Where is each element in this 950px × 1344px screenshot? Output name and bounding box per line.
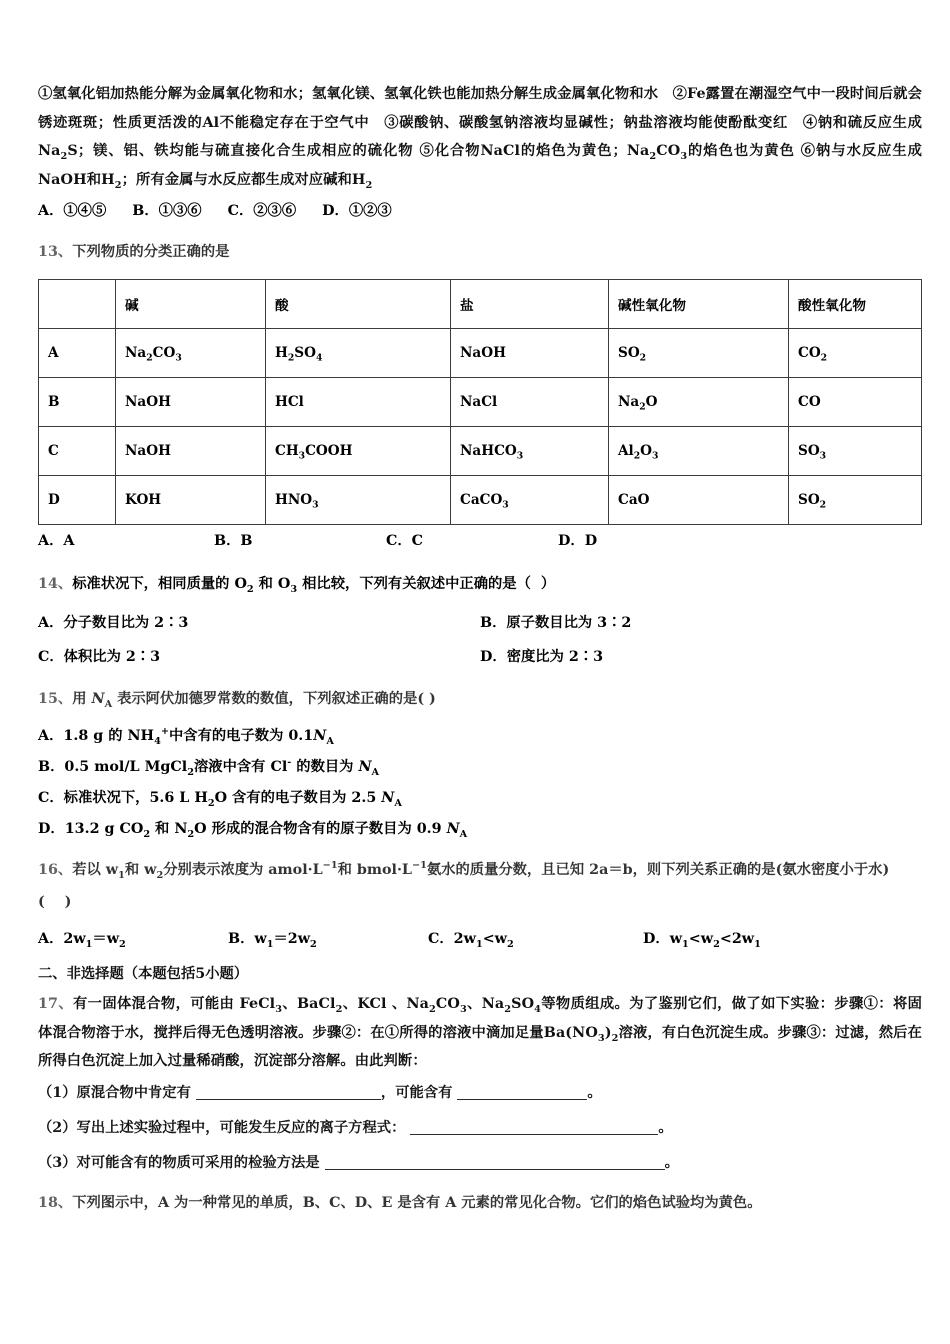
q17-blank-2-field[interactable] — [410, 1120, 658, 1135]
cell-c-base: NaOH — [116, 427, 266, 476]
cell-c-salt: NaHCO$_3$ — [451, 427, 609, 476]
q17-blank-3 — [38, 1146, 922, 1181]
cell-c-basic-oxide: $Al_2O_3$ — [609, 427, 789, 476]
table-header-basic-oxide: 碱性氧化物 — [609, 280, 789, 329]
cell-b-basic-oxide: $Na_2O$ — [609, 378, 789, 427]
q18-stem: 下列图示中，A 为一种常见的单质，B、C、D、E 是含有 A 元素的常见化合物。它们的焰色试验均为黄色。 — [72, 1194, 762, 1211]
table-header-base: 碱 — [116, 280, 266, 329]
cell-c-acidic-oxide: $SO_3$ — [789, 427, 922, 476]
q14-option-c[interactable]: C．体积比为 2∶3 — [38, 649, 161, 665]
table-row — [39, 476, 922, 525]
q16-option-c[interactable]: C．$2w_1<w_2$ — [428, 931, 514, 950]
q18-stem-line — [38, 1187, 922, 1219]
q12-option-d[interactable]: D．①②③ — [322, 203, 392, 219]
cell-d-base: KOH — [116, 476, 266, 525]
cell-c-acid: $CH_3COOH$ — [266, 427, 451, 476]
q17-number: 17、 — [38, 996, 74, 1012]
cell-a-acid: $H_2SO_4$ — [266, 329, 451, 378]
q15-number: 15、 — [38, 691, 73, 707]
q17-blank-3-end: 。 — [664, 1154, 679, 1171]
cell-d-basic-oxide: CaO — [609, 476, 789, 525]
cell-a-base: $Na_2CO_3$ — [116, 329, 266, 378]
section-2-title: 二、非选择题（本题包括5小题） — [38, 966, 249, 982]
q13-option-c[interactable]: C．C — [386, 533, 424, 549]
q17-stem-line: 17、有一固体混合物，可能由 FeCl$_3$、BaCl$_2$、KCl 、$Na_2CO_3$、$Na_2SO_4$等物质组成。为了鉴别它们，做了如下实验：步骤①：将固体混合物溶于水，搅拌后得无色透明溶液。步骤②：在①所得的溶液中滴加足量$Ba(NO_3)_2$溶液，有白色沉淀生成。步骤③：过滤，然后在所得白色沉淀上加入过量稀硝酸，沉淀部分溶解。由此判断： — [38, 996, 922, 1069]
q17-blank-1-field-1[interactable] — [196, 1085, 381, 1100]
q18-number: 18、 — [38, 1194, 73, 1211]
table-header-blank — [39, 280, 116, 329]
cell-d-acidic-oxide: $SO_2$ — [789, 476, 922, 525]
q16-stem: 若以 $w_1$和 $w_2$分别表示浓度为 $amol\cdot L^{-1}$和 $bmol\cdot L^{-1}$氨水的质量分数，且已知 2a＝b，则下列关系正确的是(氨水密度小于水)( ) — [38, 860, 890, 910]
q17-blank-1-label: （1）原混合物中肯定有 — [38, 1084, 191, 1101]
q16-option-b[interactable]: B．$w_1=2w_2$ — [228, 931, 317, 950]
cell-b-acid: HCl — [266, 378, 451, 427]
q13-classification-table — [38, 279, 922, 525]
row-label-c: C — [39, 427, 116, 476]
table-row — [39, 329, 922, 378]
q17-blank-2-end: 。 — [658, 1119, 673, 1136]
table-row — [39, 427, 922, 476]
q14-option-d[interactable]: D．密度比为 2∶3 — [480, 649, 604, 665]
q13-stem-line — [38, 236, 922, 268]
q17-blank-2-label: （2）写出上述实验过程中，可能发生反应的离子方程式： — [38, 1119, 406, 1136]
cell-a-acidic-oxide: $CO_2$ — [789, 329, 922, 378]
row-label-d: D — [39, 476, 116, 525]
q17-blank-1 — [38, 1076, 922, 1111]
q17-blank-1-field-2[interactable] — [457, 1085, 587, 1100]
q17-blank-1-end: 。 — [587, 1084, 602, 1101]
q12-options — [38, 196, 922, 227]
q15-options — [38, 721, 922, 845]
cell-a-salt: NaOH — [451, 329, 609, 378]
cell-b-salt: NaCl — [451, 378, 609, 427]
q13-option-d[interactable]: D．D — [558, 533, 598, 549]
q13-stem: 下列物质的分类正确的是 — [72, 244, 230, 260]
table-header-acid: 酸 — [266, 280, 451, 329]
q15-stem-line — [38, 683, 922, 715]
q14-number: 14、 — [38, 576, 73, 592]
q16-option-d[interactable]: D．$w_1<w_2<2w_1$ — [643, 931, 761, 950]
q15-option-b[interactable]: B．0.5 mol/L MgCl$_2$溶液中含有 Cl- 的数目为 $N_A$ — [38, 757, 380, 778]
cell-d-acid: $HNO_3$ — [266, 476, 451, 525]
q17-blank-3-label: （3）对可能含有的物质可采用的检验方法是 — [38, 1154, 320, 1171]
table-header-salt: 盐 — [451, 280, 609, 329]
cell-d-salt: CaCO$_3$ — [451, 476, 609, 525]
q15-option-d[interactable]: D．13.2 g $CO_2$ 和 $N_2O$ 形成的混合物含有的原子数目为 0.9 $N_A$ — [38, 821, 468, 840]
q15-option-a[interactable]: A．1.8 g 的 $NH_4^+$中含有的电子数为 $0.1N_A$ — [38, 726, 334, 747]
q13-options — [38, 526, 922, 556]
q14-option-b[interactable]: B．原子数目比为 3∶2 — [480, 615, 632, 631]
q14-options-row2 — [38, 640, 922, 674]
q13-option-b[interactable]: B．B — [214, 533, 253, 549]
q16-options — [38, 924, 922, 955]
cell-a-basic-oxide: $SO_2$ — [609, 329, 789, 378]
row-label-a: A — [39, 329, 116, 378]
q15-option-c[interactable]: C．标准状况下，5.6 L $H_2O$ 含有的电子数目为 2.5 $N_A$ — [38, 790, 402, 809]
q16-option-a[interactable]: A．$2w_1=w_2$ — [38, 931, 126, 950]
cell-b-base: NaOH — [116, 378, 266, 427]
q17-blank-3-field[interactable] — [325, 1155, 665, 1170]
row-label-b: B — [39, 378, 116, 427]
q12-option-b[interactable]: B．①③⑥ — [132, 203, 202, 219]
q15-stem: 用 $N_A$ 表示阿伏加德罗常数的数值，下列叙述正确的是( ) — [72, 691, 436, 710]
q12-statements: ①氢氧化铝加热能分解为金属氧化物和水；氢氧化镁、氢氧化铁也能加热分解生成金属氧化物和水 ②Fe露置在潮湿空气中一段时间后就会锈迹斑斑；性质更活泼的Al不能稳定存在于空气中 ③碳酸钠、碳酸氢钠溶液均显碱性；钠盐溶液均能使酚酞变红 ④钠和硫反应生成$Na_2S$；镁、铝、铁均能与硫直接化合生成相应的硫化物 ⑤化合物NaCl的焰色为黄色；$Na_2CO_3$的焰色也为黄色 ⑥钠与水反应生成NaOH和$H_2$；所有金属与水反应都生成对应碱和$H_2$ — [38, 86, 923, 191]
table-header-acidic-oxide: 酸性氧化物 — [789, 280, 922, 329]
q13-option-a[interactable]: A．A — [38, 533, 75, 549]
q14-option-a[interactable]: A．分子数目比为 2∶3 — [38, 615, 189, 631]
q17-blank-1-mid: ，可能含有 — [380, 1084, 453, 1101]
q12-option-a[interactable]: A．①④⑤ — [38, 203, 107, 219]
q14-options-row1 — [38, 606, 922, 640]
cell-b-acidic-oxide: CO — [789, 378, 922, 427]
table-header-row — [39, 280, 922, 329]
table-row — [39, 378, 922, 427]
q16-number: 16、 — [38, 862, 73, 878]
q17-blank-2 — [38, 1111, 922, 1146]
q13-number: 13、 — [38, 244, 73, 260]
q16-stem-line — [38, 854, 922, 918]
q12-option-c[interactable]: C．②③⑥ — [227, 203, 297, 219]
q14-stem-line — [38, 568, 922, 600]
page-content — [38, 80, 922, 1219]
q14-stem: 标准状况下，相同质量的 $O_2$ 和 $O_3$ 相比较，下列有关叙述中正确的是（ ） — [72, 576, 556, 595]
